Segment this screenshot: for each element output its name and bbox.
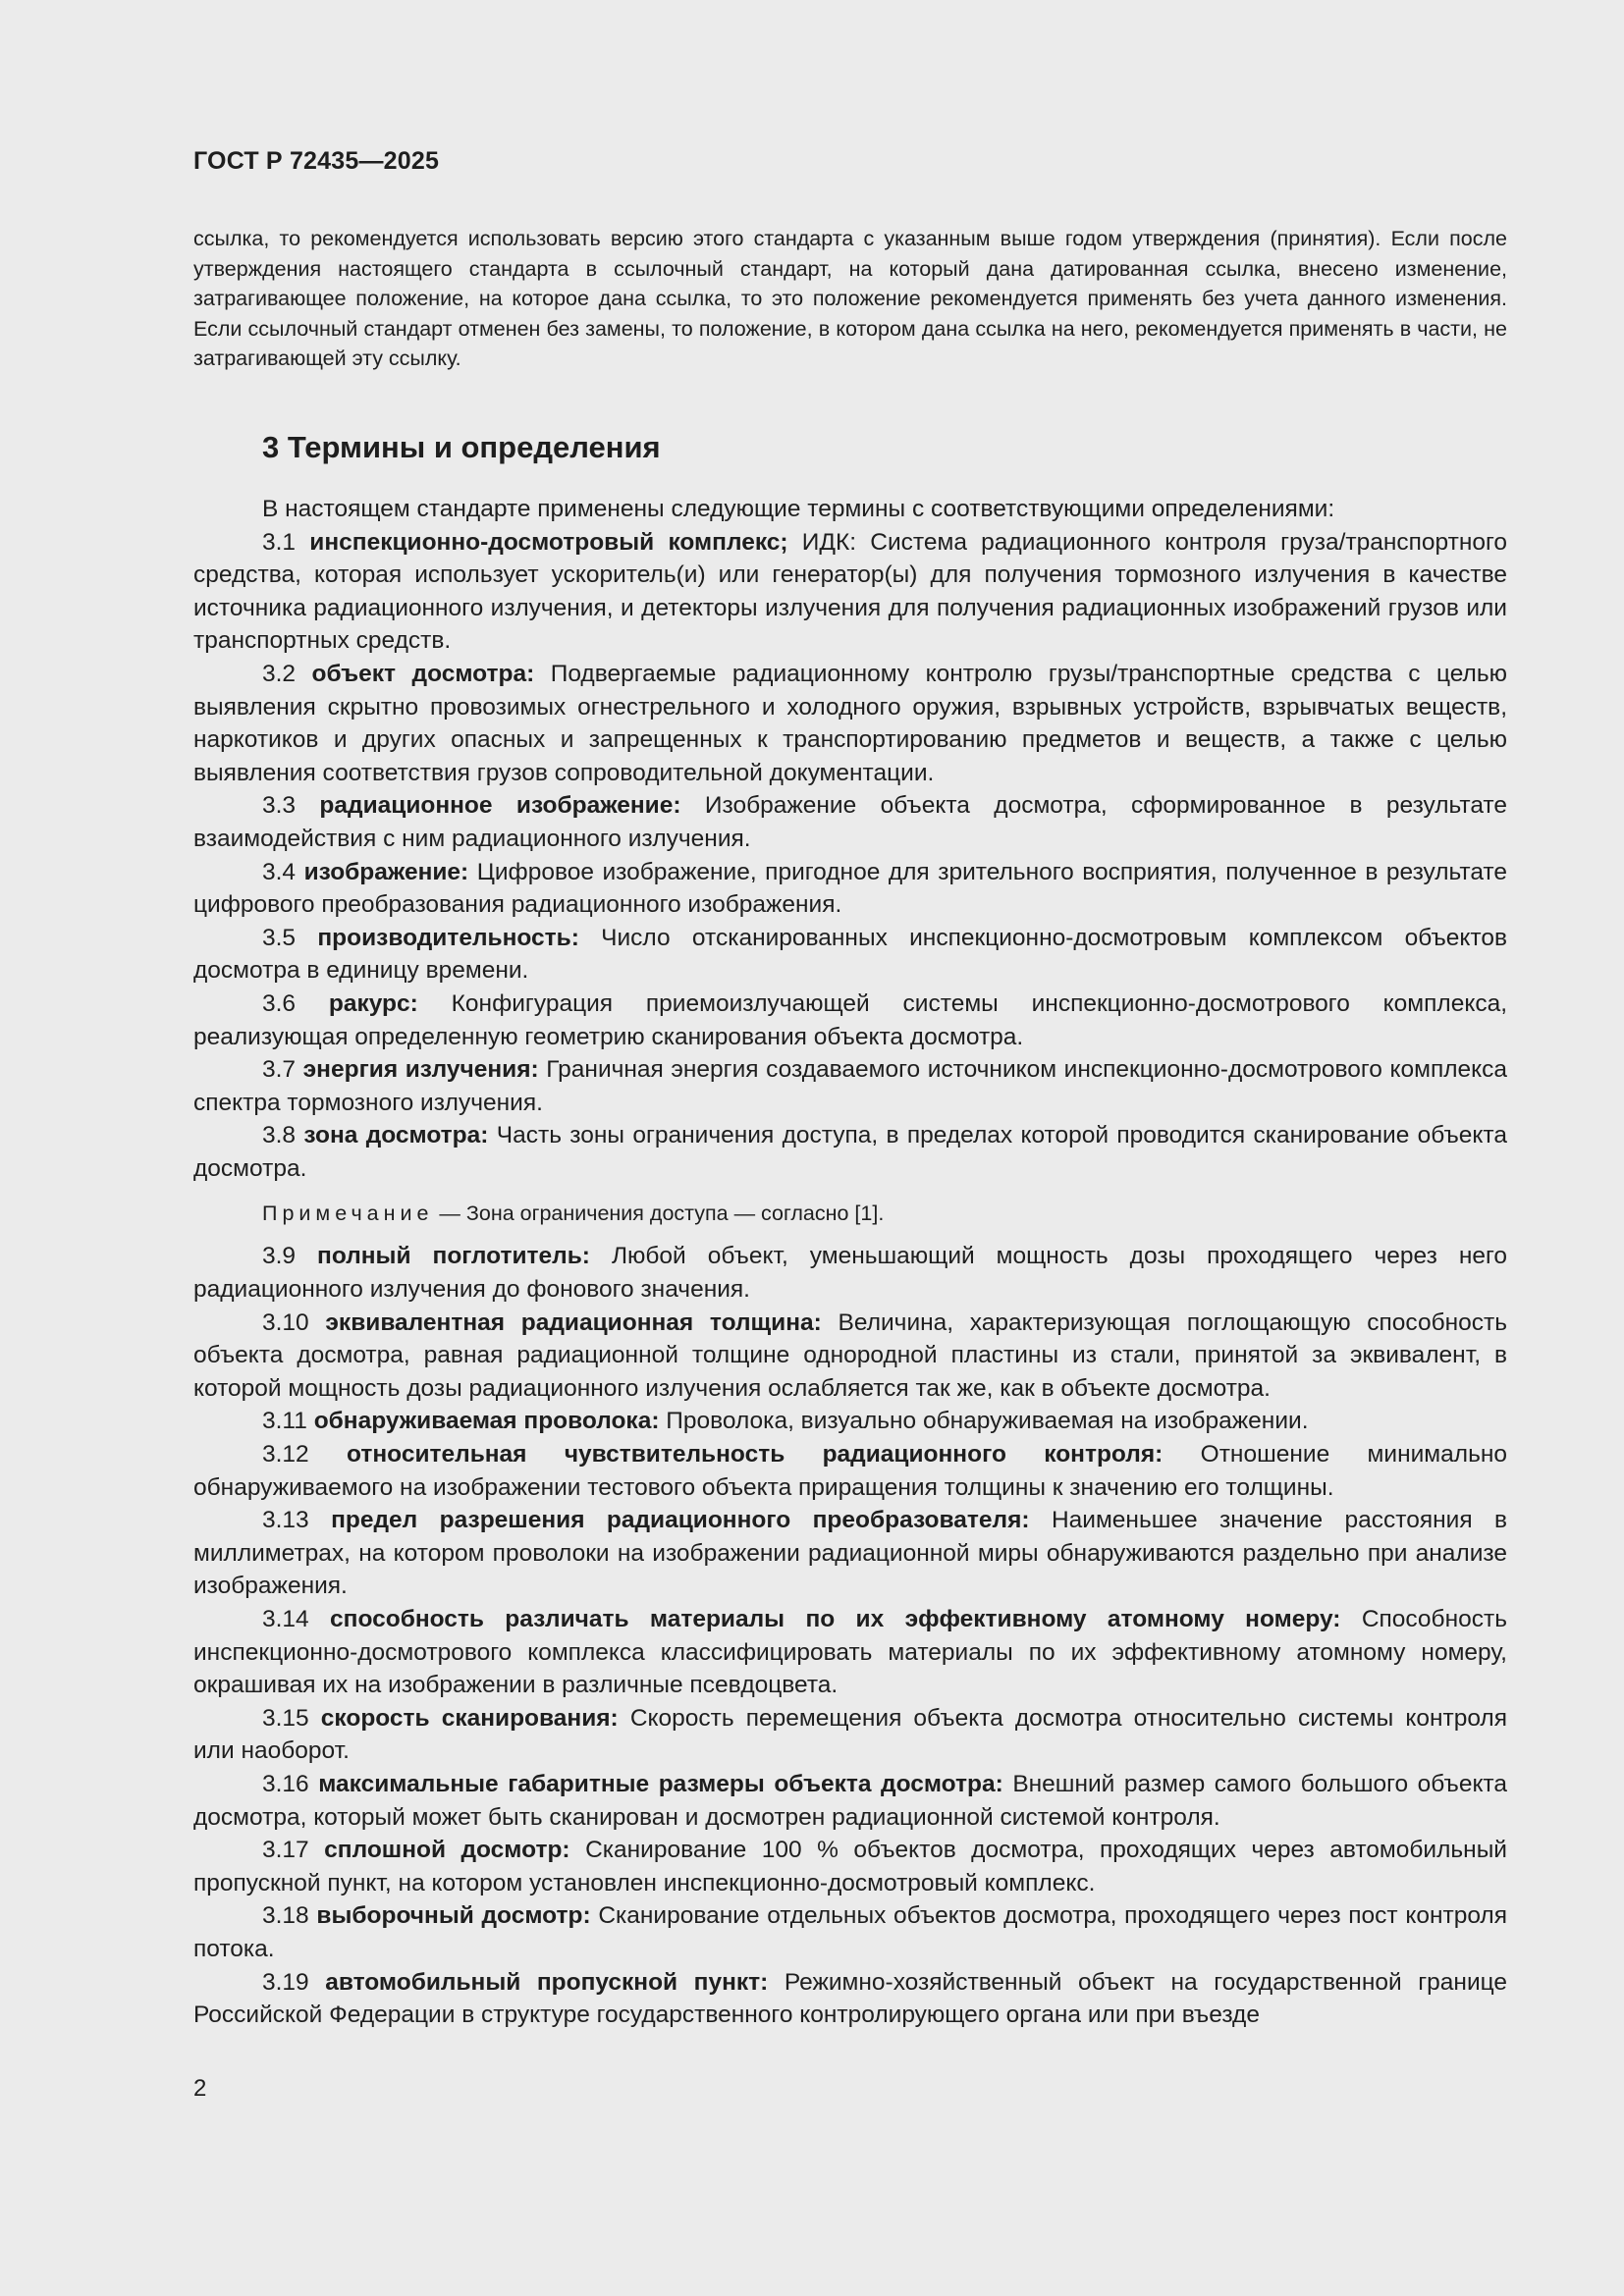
term-entry [193, 1240, 1507, 1306]
intro-paragraph: ссылка, то рекомендуется использовать версию этого стандарта с указанным выше годом утверждения (принятия). Если после утверждения настоящего стандарта в ссылочный стандарт, на который дана датированная ссылка, внесено изменение, затрагивающее положение, на которое дана ссылка, то это положение рекомендуется применять без учета данного изменения. Если ссылочный стандарт отменен без замены, то положение, в котором дана ссылка на него, рекомендуется применять в части, не затрагивающей эту ссылку. [193, 227, 1507, 370]
term-name: ракурс: [328, 989, 418, 1017]
term-definition: Цифровое изображение, пригодное для зрительного восприятия, полученное в результате цифрового преобразования радиационного изображения. [193, 858, 1507, 919]
term-entry [193, 789, 1507, 855]
term-number: 3.10 [262, 1308, 309, 1336]
term-entry [193, 1053, 1507, 1119]
note [193, 1199, 1507, 1228]
term-definition: Изображение объекта досмотра, сформированное в результате взаимодействия с ним радиационного излучения. [193, 792, 1507, 852]
term-definition: Сканирование 100 % объектов досмотра, проходящих через автомобильный пропускной пункт, на котором установлен инспекционно-досмотровый комплекс. [193, 1837, 1507, 1896]
term-name: производительность: [317, 924, 579, 951]
term-definition: Проволока, визуально обнаруживаемая на изображении. [666, 1408, 1309, 1435]
term-definition: Скорость перемещения объекта досмотра относительно системы контроля или наоборот. [193, 1704, 1507, 1765]
term-name: радиационное изображение: [319, 792, 681, 820]
note-label: Примечание [262, 1201, 434, 1226]
term-name: максимальные габаритные размеры объекта досмотра: [318, 1770, 1003, 1797]
term-definition: Отношение минимально обнаруживаемого на изображении тестового объекта приращения толщины к значению его толщины. [193, 1441, 1507, 1501]
term-number: 3.15 [262, 1704, 309, 1732]
section-title: 3 Термины и определения [262, 430, 661, 464]
term-entry [193, 1966, 1507, 2032]
term-number: 3.8 [262, 1122, 297, 1149]
term-entry [193, 1405, 1507, 1438]
term-entry [193, 1603, 1507, 1702]
term-entry [193, 1834, 1507, 1899]
term-definition: Любой объект, уменьшающий мощность дозы проходящего через него радиационного излучения до фонового значения. [193, 1243, 1507, 1304]
term-definition: Конфигурация приемоизлучающей системы инспекционно-досмотрового комплекса, реализующая определенную геометрию сканирования объекта досмотра. [193, 989, 1507, 1050]
term-list-b [193, 1240, 1507, 2031]
term-entry [193, 1119, 1507, 1185]
term-list-a [193, 526, 1507, 1186]
term-name: зона досмотра: [303, 1122, 489, 1149]
term-number: 3.9 [262, 1243, 297, 1270]
term-name: относительная чувствительность радиационного контроля: [347, 1441, 1164, 1468]
term-name: автомобильный пропускной пункт: [325, 1968, 769, 1996]
term-number: 3.18 [262, 1902, 309, 1930]
term-entry [193, 856, 1507, 922]
term-number: 3.14 [262, 1606, 309, 1632]
note-text: — Зона ограничения доступа — согласно [1]. [433, 1201, 885, 1226]
term-definition: Число отсканированных инспекционно-досмотровым комплексом объектов досмотра в единицу времени. [193, 924, 1508, 985]
term-name: выборочный досмотр: [316, 1902, 591, 1930]
term-entry [193, 1438, 1507, 1504]
term-entry [193, 1768, 1507, 1834]
term-name: сплошной досмотр: [324, 1837, 570, 1864]
term-entry [193, 1702, 1507, 1768]
term-definition: Наименьшее значение расстояния в миллиметрах, на котором проволоки на изображении радиационной миры обнаруживаются раздельно при анализе изображения. [193, 1507, 1507, 1600]
term-entry [193, 526, 1507, 658]
term-number: 3.1 [262, 528, 297, 556]
term-name: способность различать материалы по их эффективному атомному номеру: [330, 1606, 1341, 1632]
term-name: инспекционно-досмотровый комплекс; [309, 528, 788, 556]
term-definition: Сканирование отдельных объектов досмотра, проходящего через пост контроля потока. [193, 1902, 1507, 1962]
term-number: 3.2 [262, 660, 297, 687]
term-definition: ИДК: Система радиационного контроля груза/транспортного средства, которая использует ускоритель(и) или генератор(ы) для получения тормозного излучения в качестве источника радиационного излучения, и детекторы излучения для получения радиационных изображений грузов или транспортных средств. [193, 528, 1508, 655]
term-number: 3.11 [262, 1408, 307, 1435]
section-lead: В настоящем стандарте применены следующие термины с соответствующими определениями: [262, 496, 1335, 522]
term-number: 3.4 [262, 858, 297, 885]
term-entry [193, 1307, 1507, 1406]
term-number: 3.13 [262, 1507, 309, 1534]
term-name: объект досмотра: [311, 660, 535, 687]
term-name: эквивалентная радиационная толщина: [325, 1308, 822, 1336]
term-name: скорость сканирования: [320, 1704, 619, 1732]
term-entry [193, 922, 1507, 988]
term-number: 3.12 [262, 1441, 309, 1468]
term-entry [193, 658, 1507, 789]
term-number: 3.6 [262, 989, 297, 1017]
term-definition: Способность инспекционно-досмотрового комплекса классифицировать материалы по их эффективному атомному номеру, окрашивая их на изображении в различные псевдоцвета. [193, 1606, 1507, 1699]
term-entry [193, 1504, 1507, 1603]
term-number: 3.19 [262, 1968, 309, 1996]
term-number: 3.17 [262, 1837, 309, 1864]
term-name: энергия излучения: [302, 1056, 539, 1084]
term-name: предел разрешения радиационного преобразователя: [331, 1507, 1030, 1534]
term-definition: Величина, характеризующая поглощающую способность объекта досмотра, равная радиационной толщине однородной пластины из стали, принятой за эквивалент, в которой мощность дозы радиационного излучения ослабляется так же, как в объекте досмотра. [193, 1308, 1507, 1402]
term-name: обнаруживаемая проволока: [313, 1408, 660, 1435]
term-number: 3.16 [262, 1770, 309, 1797]
page-number: 2 [193, 2075, 207, 2102]
document-header: ГОСТ Р 72435—2025 [193, 147, 440, 175]
term-number: 3.3 [262, 792, 297, 820]
term-definition: Режимно-хозяйственный объект на государственной границе Российской Федерации в структуре государственного контролирующего органа или при въезде [193, 1968, 1508, 2029]
term-number: 3.7 [262, 1056, 297, 1084]
term-definition: Часть зоны ограничения доступа, в пределах которой проводится сканирование объекта досмотра. [193, 1122, 1507, 1182]
terms-body [193, 493, 1507, 2032]
term-name: изображение: [303, 858, 469, 885]
term-definition: Внешний размер самого большого объекта досмотра, который может быть сканирован и досмотрен радиационной системой контроля. [193, 1770, 1508, 1831]
term-entry [193, 988, 1507, 1053]
term-entry [193, 1899, 1507, 1965]
term-definition: Подвергаемые радиационному контролю грузы/транспортные средства с целью выявления скрытно провозимых огнестрельного и холодного оружия, взрывных устройств, взрывчатых веществ, наркотиков и других опасных и запрещенных к транспортированию предметов и веществ, а также с целью выявления соответствия грузов сопроводительной документации. [193, 660, 1507, 786]
term-definition: Граничная энергия создаваемого источником инспекционно-досмотрового комплекса спектра тормозного излучения. [193, 1056, 1508, 1116]
term-number: 3.5 [262, 924, 297, 951]
term-name: полный поглотитель: [317, 1243, 590, 1270]
